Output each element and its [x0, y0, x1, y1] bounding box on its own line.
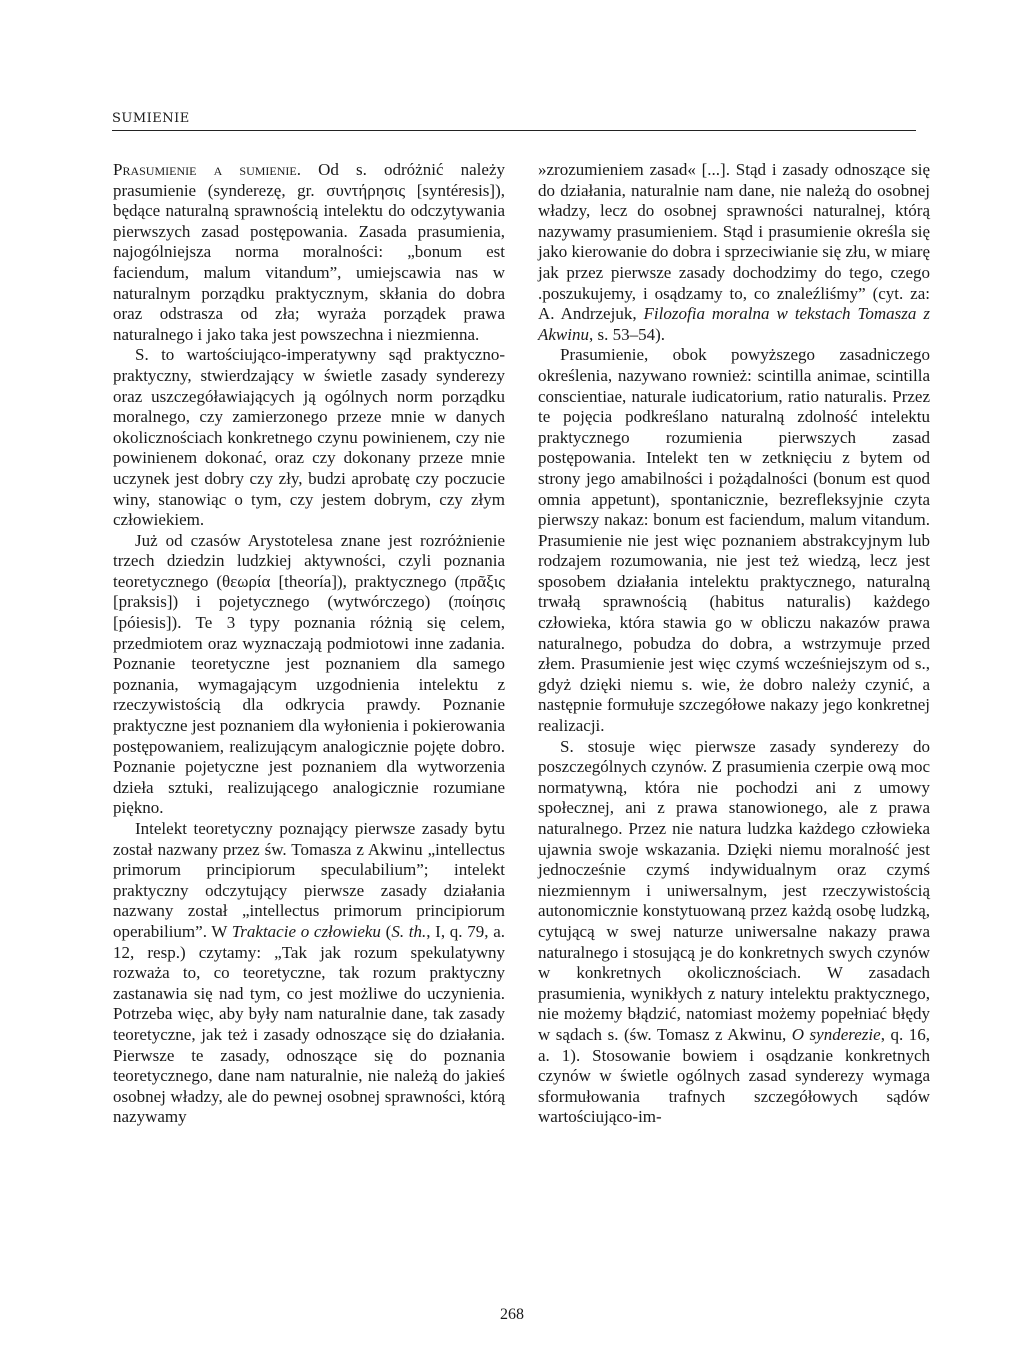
paragraph-3: Już od czasów Arystotelesa znane jest rozróżnienie trzech dziedzin ludzkiej aktywności, czyli poznania teoretycznego (θεωρία [theoría]), praktycznego (πρᾶξις [praksis]) i pojetycznego (wytwórczego) (ποίησις [póiesis]). Te 3 typy poznania różnią się celem, przedmiotem oraz wyznaczają podmiotowi inne zadania. Poznanie teoretyczne jest poznaniem dla samego poznania, wymagającym uzgodnienia intelektu z rzeczywistością dla odkrycia prawdy. Poznanie praktyczne jest poznaniem dla wyłonienia i pokierowania postępowaniem, realizującym analogicznie pojęte dobro. Poznanie pojetyczne jest poznaniem dla wytworzenia dzieła sztuki, realizującego analogicznie rozumiane piękno. — [113, 530, 505, 818]
page-number: 268 — [500, 1306, 524, 1323]
running-head — [112, 111, 916, 131]
paragraph-2: S. to wartościująco-imperatywny sąd praktyczno-praktyczny, stwierdzający w świetle zasady synderezy oraz uszczegóławiających ją ogólnych norm porządku moralnego, czy zamierzonego przeze mnie w danych okolicznościach konkretnego czynu powinienem, czy nie powinienem dokonać, oraz czy dokonany przeze mnie uczynek jest dobry czy zły, budzi aprobatę czy poczucie winy, stanowiąc o tym, czy jestem dobrym, czy złym człowiekiem. — [113, 345, 505, 530]
book-title-traktat: Traktacie o człowieku — [231, 921, 381, 941]
paragraph-4-text-b: ( — [380, 921, 392, 941]
paragraph-4-text-a: Intelekt teoretyczny poznający pierwsze zasady bytu został nazwany przez św. Tomasza z Akwinu „intellectus primorum principiorum speculabilium”; intelekt praktyczny odczytujący pierwsze zasady działania nazwany został „intellectus primorum principiorum operabilium”. W — [113, 819, 505, 941]
left-column — [113, 160, 505, 1128]
running-title: SUMIENIE — [112, 111, 190, 126]
paragraph-1 — [113, 160, 505, 345]
paragraph-1-text: Od s. odróżnić należy prasumienie (synderezę, gr. συντήρησις [syntéresis]), będące naturalną sprawnością intelektu do odczytywania pierwszych zasad postępowania. Zasada prasumienia, najogólniejsza norma moralności: „bonum est faciendum, malum vitandum”, umiejscawia nas w naturalnym porządku praktycznym, skłania do dobra oraz odstrasza od zła; wyraża porządek prawa naturalnego i jako taka jest powszechna i niezmienna. — [113, 160, 505, 344]
book-title-synderezie: O synderezie — [791, 1024, 881, 1044]
paragraph-4 — [113, 819, 505, 1128]
paragraph-5 — [538, 160, 930, 345]
paragraph-5-text-a: »zrozumieniem zasad« [...]. Stąd i zasady odnoszące się do działania, naturalnie nam dane, nie należą do osobnej władzy, lecz do osobnej sprawności naturalnej, którą nazywamy prasumieniem. Stąd i prasumienie określa się jako kierowanie do dobra i sprzeciwianie się złu, w miarę jak przez pierwsze zasady dochodzimy do tego, czego .poszukujemy, i osądzamy to, co znaleźliśmy” (cyt. za: A. Andrzejuk, — [538, 160, 930, 324]
paragraph-5-text-b: , s. 53–54). — [589, 324, 666, 344]
entry-title: Prasumienie a sumienie. — [113, 160, 301, 179]
book-title-filozofia: Filozofia moralna w tekstach Tomasza z Akwinu — [538, 304, 930, 344]
right-column — [538, 160, 930, 1128]
paragraph-7-text-b: , q. 16, a. 1). Stosowanie bowiem i osądzanie konkretnych czynów w świetle ogólnych zasad synderezy wymaga sformułowania trafnych szczegółowych sądów wartościująco-im- — [538, 1024, 930, 1127]
paragraph-7 — [538, 737, 930, 1128]
paragraph-7-text-a: S. stosuje więc pierwsze zasady synderezy do poszczególnych czynów. Z prasumienia czerpie ową moc normatywną, która nie pochodzi ani z umowy społecznej, ani z prawa stanowionego, ale z prawa naturalnego. Przez nie natura ludzka każdego człowieka ujawnia swoje wskazania. Dzięki niemu moralność jest jednocześnie czymś indywidualnym oraz czymś niezmiennym i uniwersalnym, jest rzeczywistością autonomicznie konstytuowaną przez każdą osobę ludzką, cytującą w swej naturze uniwersalne nakazy prawa naturalnego i stosującą je do konkretnych swych czynów w konkretnych okolicznościach. W zasadach prasumienia, wynikłych z natury intelektu praktycznego, nie możemy błądzić, natomiast możemy popełniać błędy w sądach s. (św. Tomasz z Akwinu, — [538, 736, 930, 1044]
book-title-summa: S. th. — [391, 921, 427, 941]
paragraph-6: Prasumienie, obok powyższego zasadniczego określenia, nazywano rownież: scintilla animae, scintilla conscientiae, naturale iudicatorium, ratio naturalis. Przez te pojęcia podkreślano naturalną zdolność intelektu praktycznego rozumienia pierwszych zasad postępowania. Intelekt ten w zetknięciu z bytem od strony jego amabilności i pożądalności (bonum est quod omnia appetunt), spontanicznie, bezrefleksyjnie czyta pierwszy nakaz: bonum est faciendum, malum vitandum. Prasumienie nie jest więc poznaniem abstrakcyjnym lub rodzajem rozumowania, nie jest też wiedzą, lecz jest sposobem działania intelektu praktycznego, naturalną trwałą sprawnością (habitus naturalis) każdego człowieka, która stawia go w obliczu nakazów prawa naturalnego, pobudza do dobra, a wstrzymuje przed złem. Prasumienie jest więc czymś wcześniejszym od s., gdyż dzięki niemu s. wie, że dobro należy czynić, a następnie formułuje szczegółowe nakazy jego konkretnej realizacji. — [538, 345, 930, 736]
paragraph-4-text-c: , I, q. 79, a. 12, resp.) czytamy: „Tak jak rozum spekulatywny rozważa to, co teoretyczne, tak rozum praktyczny zastanawia się nad tym, co jest możliwe do uczynienia. Potrzeba więc, aby były nam naturalnie dane, tak zasady teoretyczne, jak też i zasady odnoszące się do działania. Pierwsze te zasady, odnoszące się do poznania teoretycznego, dane nam naturalnie, nie należą do jakieś osobnej władzy, ale do pewnej osobnej sprawności, którą nazywamy — [113, 921, 505, 1127]
